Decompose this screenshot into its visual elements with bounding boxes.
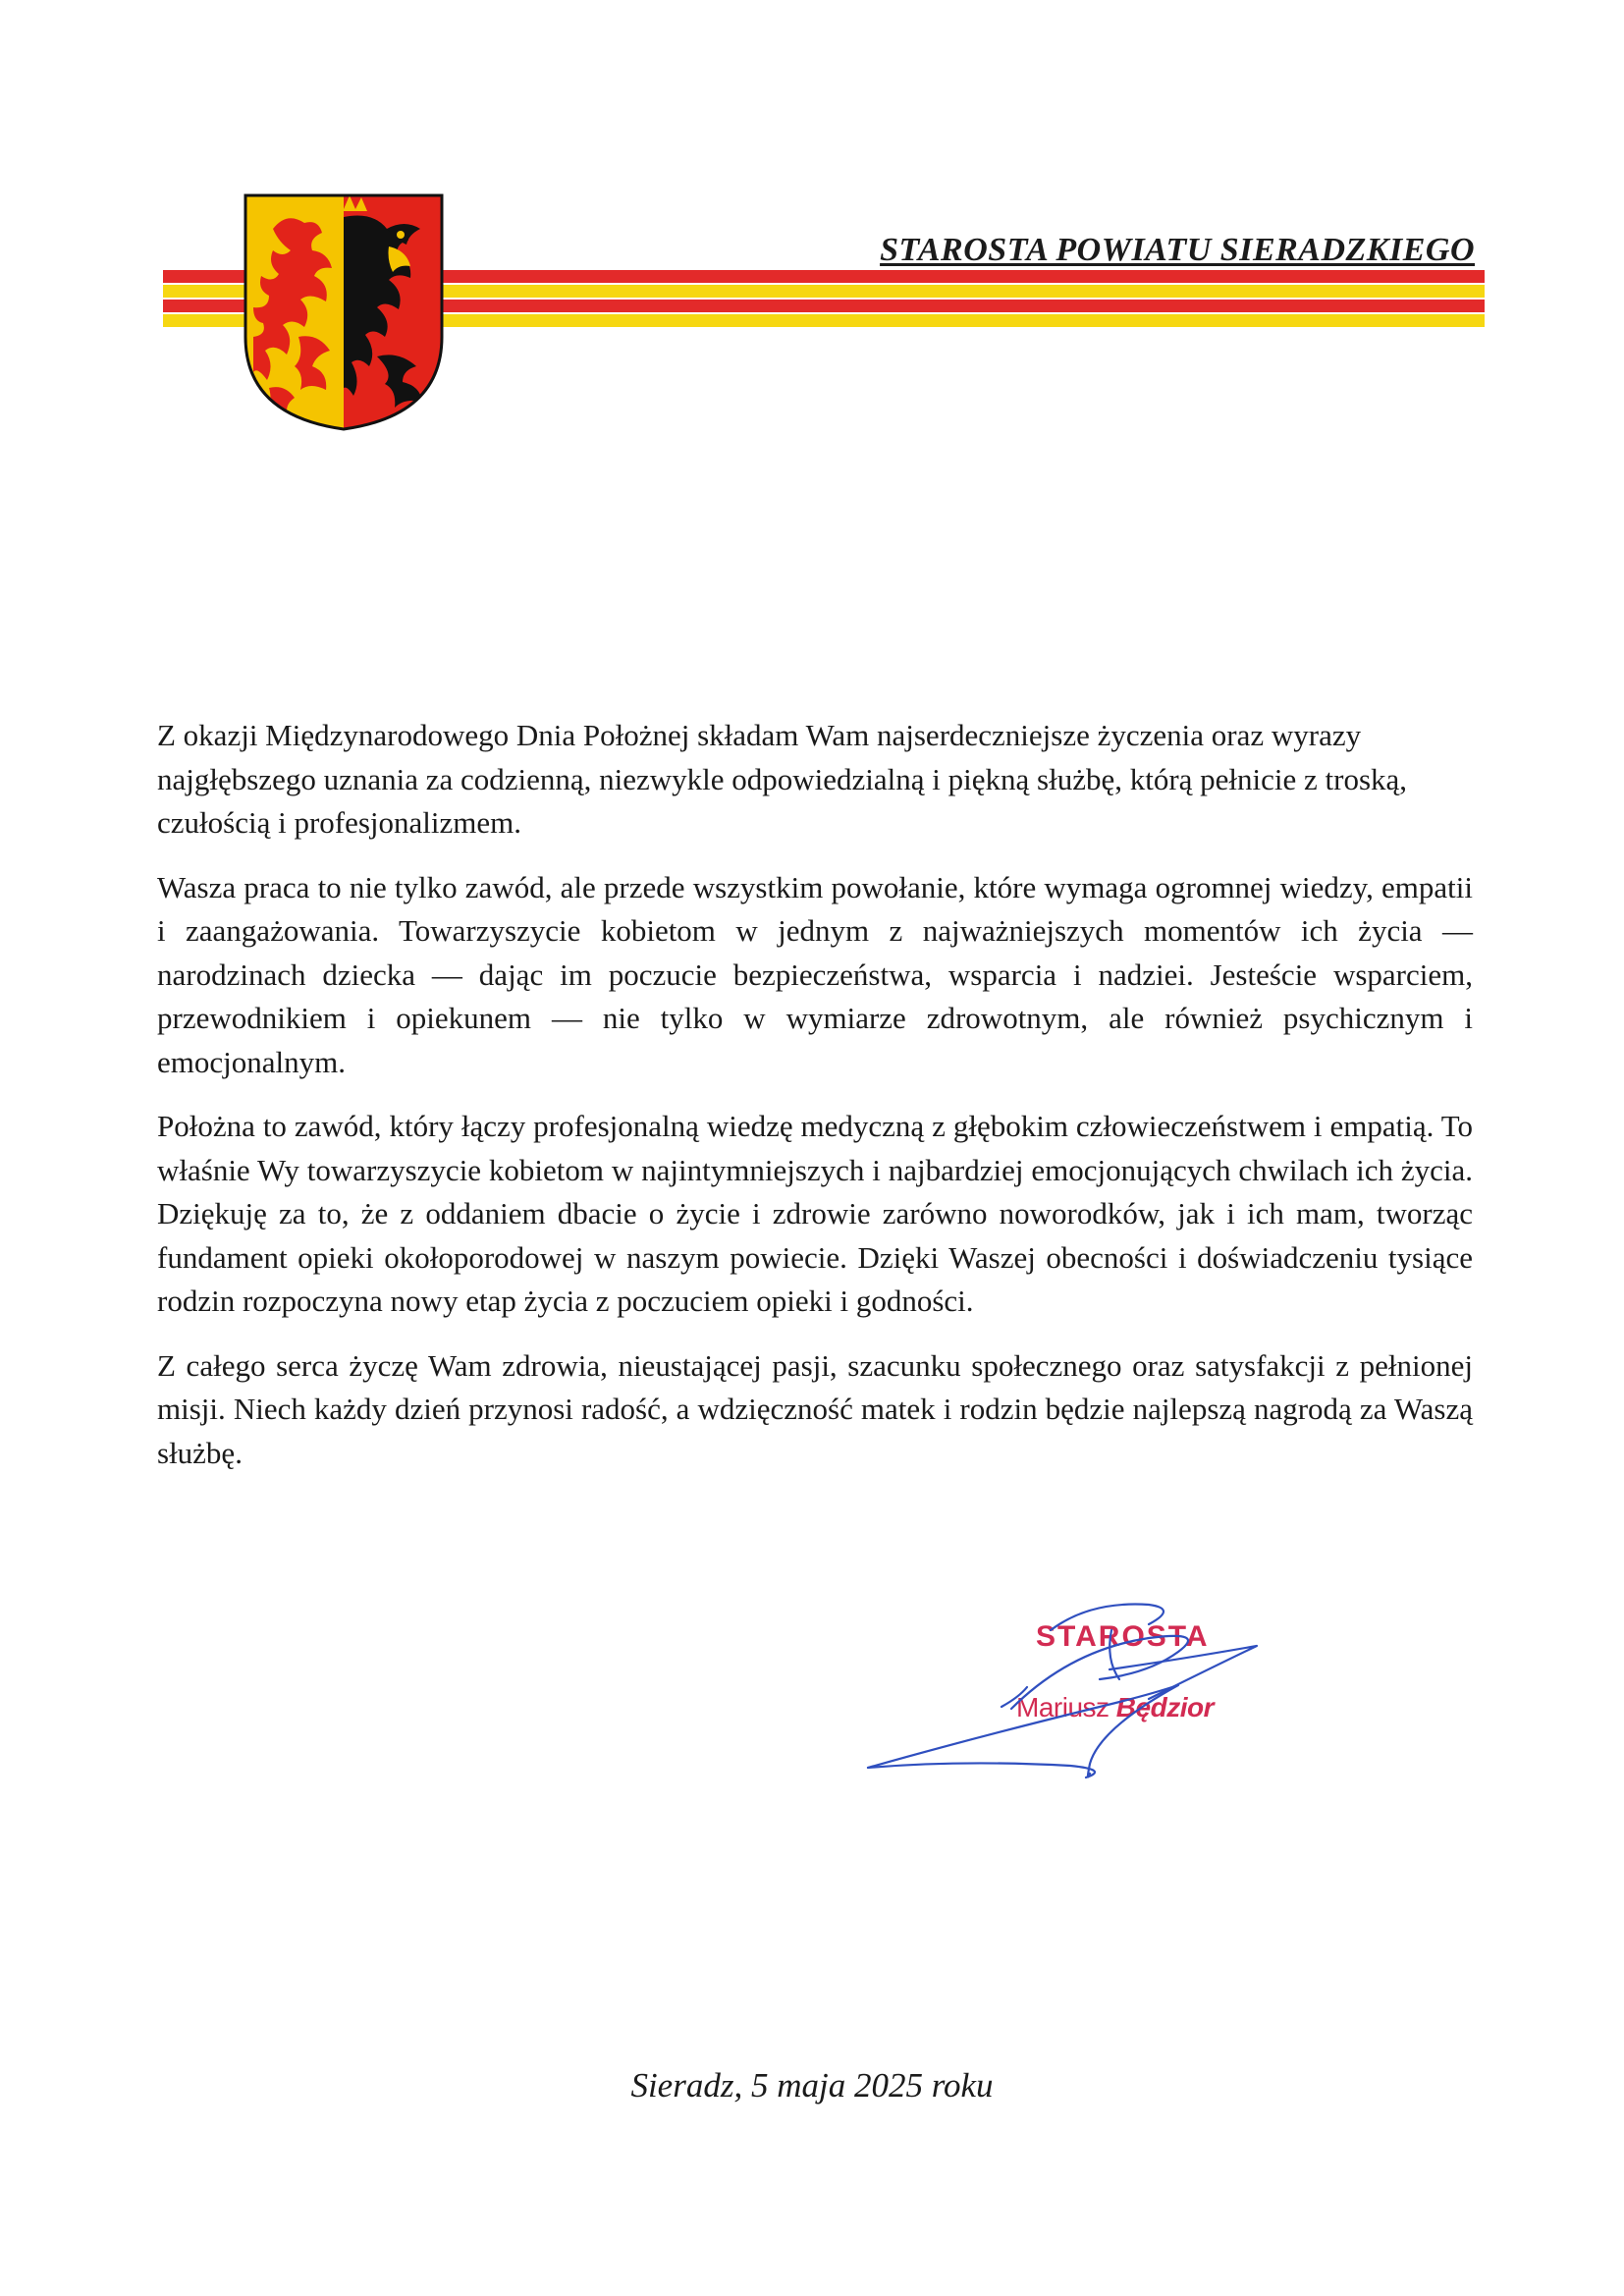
paragraph-1: Z okazji Międzynarodowego Dnia Położnej składam Wam najserdeczniejsze życzenia oraz wyrazy najgłębszego uznania za codzienną, niezwykle odpowiedzialną i piękną służbę, którą pełnicie z troską, czułością i profesjonalizmem. — [157, 718, 1408, 840]
signature-block — [854, 1591, 1326, 1787]
letter-body — [157, 714, 1473, 1496]
paragraph-4: Z całego serca życzę Wam zdrowia, nieustającej pasji, szacunku społecznego oraz satysfakcji z pełnionej misji. Niech każdy dzień przynosi radość, a wdzięczność matek i rodzin będzie najlepszą nagrodą za Waszą służbę. — [157, 1347, 1473, 1470]
stamp-name-first: Mariusz — [1016, 1692, 1116, 1722]
stamp-title: STAROSTA — [1036, 1620, 1210, 1653]
place-and-date: Sieradz, 5 maja 2025 roku — [630, 2066, 994, 2105]
stamp-name-last: Będzior — [1115, 1692, 1214, 1722]
paragraph-3: Położna to zawód, który łączy profesjonalną wiedzę medyczną z głębokim człowieczeństwem i empatią. To właśnie Wy towarzyszycie kobietom w najintymniejszych i najbardziej emocjonujących chwilach ich życia. Dziękuję za to, że z oddaniem dbacie o życie i zdrowie zarówno noworodków, jak i ich mam, tworząc fundament opieki okołoporodowej w naszym powiecie. Dzięki Waszej obecności i doświadczeniu tysiące rodzin rozpoczyna nowy etap życia z poczuciem opieki i godności. — [157, 1109, 1473, 1318]
coat-of-arms-icon — [240, 190, 448, 433]
handwritten-signature-icon — [854, 1591, 1326, 1787]
office-title: STAROSTA POWIATU SIERADZKIEGO — [868, 232, 1475, 269]
paragraph-2: Wasza praca to nie tylko zawód, ale przede wszystkim powołanie, które wymaga ogromnej wiedzy, empatii i zaangażowania. Towarzyszycie kobietom w jednym z najważniejszych momentów ich życia — narodzinach dziecka — dając im poczucie bezpieczeństwa, wsparcia i nadziei. Jesteście wsparciem, przewodnikiem i opiekunem — nie tylko w wymiarze zdrowotnym, ale również psychicznym i emocjonalnym. — [157, 869, 1473, 1079]
